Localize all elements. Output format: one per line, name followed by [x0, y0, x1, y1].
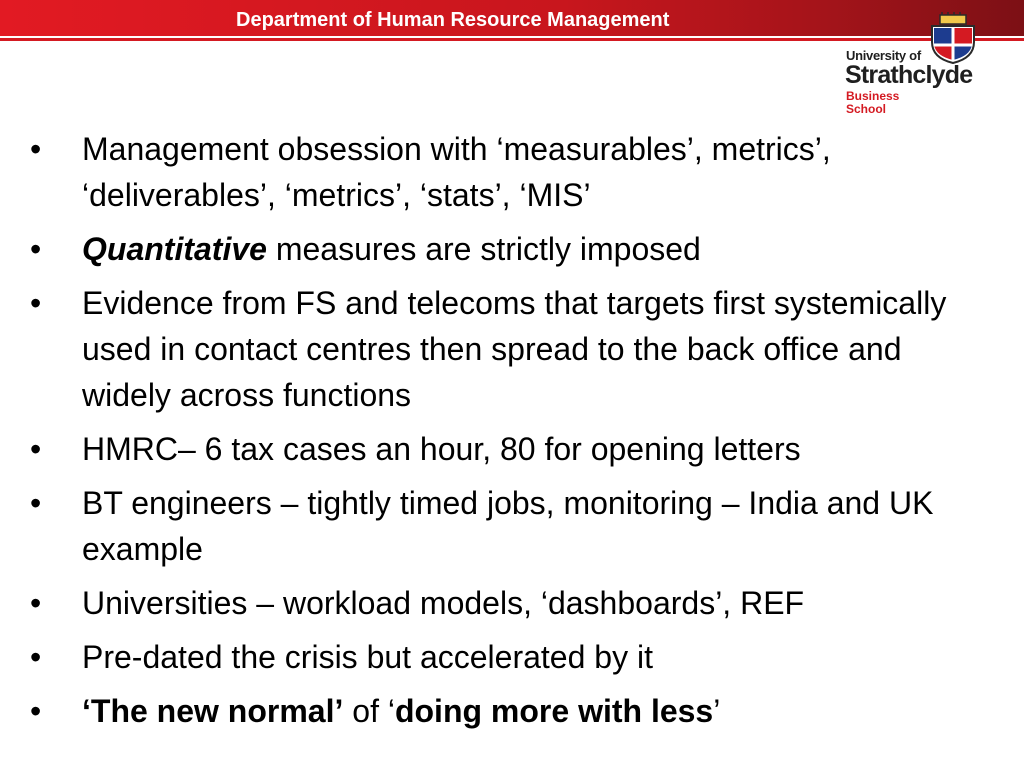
- bullet-text: Universities – workload models, ‘dashboards’, REF: [82, 585, 805, 621]
- bullet-marker: •: [30, 285, 42, 321]
- bullet-emphasis: doing more with less: [394, 693, 714, 729]
- bullet-text: Evidence from FS and telecoms that targets first systemically used in contact centres then spread to the back office and widely across functions: [82, 285, 947, 413]
- bullet-item: [30, 480, 990, 572]
- bullet-marker: •: [30, 693, 42, 729]
- bullet-marker: •: [30, 231, 42, 267]
- logo-university-of: University of: [846, 48, 921, 63]
- bullet-text: BT engineers – tightly timed jobs, monitoring – India and UK example: [82, 485, 934, 567]
- bullet-list: [30, 126, 990, 742]
- bullet-text: Management obsession with ‘measurables’, metrics’, ‘deliverables’, ‘metrics’, ‘stats’, ‘MIS’: [82, 131, 831, 213]
- bullet-text: HMRC– 6 tax cases an hour, 80 for opening letters: [82, 431, 801, 467]
- bullet-item: [30, 426, 990, 472]
- bullet-text: Pre-dated the crisis but accelerated by it: [82, 639, 653, 675]
- bullet-text: of ‘: [343, 693, 395, 729]
- header-title: Department of Human Resource Management: [236, 9, 670, 31]
- logo-school: School: [846, 102, 887, 116]
- bullet-marker: •: [30, 585, 42, 621]
- bullet-item: [30, 688, 990, 734]
- logo-strathclyde: Strathclyde: [845, 61, 973, 89]
- bullet-item: [30, 634, 990, 680]
- bullet-marker: •: [30, 131, 42, 167]
- bullet-item: [30, 226, 990, 272]
- bullet-marker: •: [30, 485, 42, 521]
- bullet-emphasis: Quantitative: [82, 231, 267, 267]
- bullet-item: [30, 580, 990, 626]
- bullet-text: measures are strictly imposed: [266, 231, 701, 267]
- bullet-marker: •: [30, 639, 42, 675]
- university-logo: [842, 12, 992, 120]
- bullet-marker: •: [30, 431, 42, 467]
- bullet-emphasis: ‘The new normal’: [82, 693, 344, 729]
- crest-icon: [928, 12, 978, 64]
- logo-business: Business: [846, 89, 900, 103]
- bullet-item: [30, 126, 990, 218]
- bullet-item: [30, 280, 990, 418]
- bullet-text: ’: [713, 693, 721, 729]
